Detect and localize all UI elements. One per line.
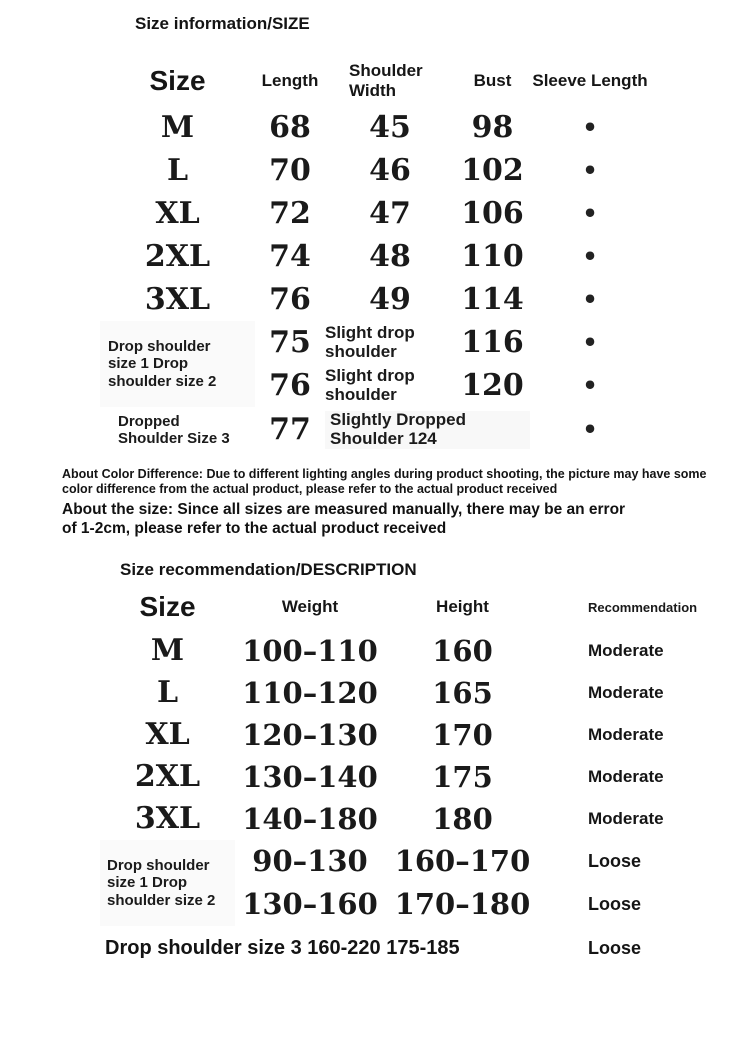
weight-cell: 140–180 xyxy=(242,801,378,836)
length-cell: 76 xyxy=(269,367,311,403)
sleeve-dot: • xyxy=(582,415,598,444)
table-row xyxy=(100,798,705,840)
size-cell: M xyxy=(150,633,185,668)
table-row xyxy=(100,926,705,970)
col-header-sleeve-length: Sleeve Length xyxy=(532,71,648,90)
size-chart-page xyxy=(0,14,750,1062)
bust-cell: 114 xyxy=(461,281,524,317)
disclaimer-notes xyxy=(62,467,750,538)
col-header-shoulder-width: Shoulder Width xyxy=(349,61,423,100)
height-cell: 160–170 xyxy=(394,844,531,878)
size-recommendation-title: Size recommendation/DESCRIPTION xyxy=(120,560,417,579)
bust-cell: 116 xyxy=(461,324,524,360)
table-row xyxy=(100,672,705,714)
recommendation-cell: Moderate xyxy=(588,641,664,660)
weight-cell: 130–140 xyxy=(242,759,378,794)
recommendation-cell: Moderate xyxy=(588,767,664,786)
weight-cell: 90–130 xyxy=(252,844,368,878)
drop-shoulder-group xyxy=(100,840,705,926)
shoulder-bust-merged-cell: Slightly Dropped Shoulder 124 xyxy=(325,411,530,448)
shoulder-cell: Slight drop shoulder xyxy=(325,322,415,361)
drop-shoulder-label: Drop shoulder size 1 Drop shoulder size 2 xyxy=(100,840,235,926)
table-row xyxy=(100,407,650,453)
drop-shoulder-3-merged-cell: Drop shoulder size 3 160-220 175-185 xyxy=(105,936,460,959)
sleeve-dot: • xyxy=(582,241,598,271)
col-header-bust: Bust xyxy=(473,71,512,90)
table-row xyxy=(235,840,705,883)
size-cell: 2XL xyxy=(134,759,201,794)
sleeve-dot: • xyxy=(582,155,598,185)
length-cell: 77 xyxy=(269,412,311,447)
size-info-header-row xyxy=(100,56,650,106)
length-cell: 76 xyxy=(269,281,311,317)
table-row xyxy=(100,192,650,235)
height-cell: 170–180 xyxy=(394,887,531,921)
col-header-height: Height xyxy=(436,597,489,616)
size-recommendation-table xyxy=(100,584,705,970)
sleeve-dot: • xyxy=(582,370,598,400)
recommendation-cell: Loose xyxy=(588,851,642,871)
shoulder-cell: 49 xyxy=(369,281,411,317)
color-note-line1: About Color Difference: Due to different lighting angles during product shooting, the picture may have some xyxy=(62,467,707,481)
sleeve-dot: • xyxy=(582,112,598,142)
table-row xyxy=(255,321,650,364)
size-cell: 2XL xyxy=(144,238,211,274)
table-row xyxy=(100,149,650,192)
bust-cell: 110 xyxy=(461,238,524,274)
drop-shoulder-label: Drop shoulder size 1 Drop shoulder size 2 xyxy=(100,321,255,407)
length-cell: 72 xyxy=(269,195,311,231)
bust-cell: 102 xyxy=(461,152,524,188)
col-header-weight: Weight xyxy=(281,597,339,616)
shoulder-cell: 48 xyxy=(369,238,411,274)
sleeve-dot: • xyxy=(582,284,598,314)
weight-cell: 120–130 xyxy=(242,717,378,752)
recommendation-cell: Loose xyxy=(588,937,642,958)
col-header-size: Size xyxy=(149,65,206,96)
table-row xyxy=(235,883,705,926)
weight-cell: 100–110 xyxy=(242,633,378,668)
length-cell: 70 xyxy=(269,152,311,188)
table-row xyxy=(100,714,705,756)
weight-cell: 110–120 xyxy=(242,675,378,710)
size-cell: L xyxy=(156,675,179,710)
size-cell: XL xyxy=(155,195,200,231)
bust-cell: 120 xyxy=(461,367,524,403)
size-note-line1: About the size: Since all sizes are measured manually, there may be an error xyxy=(62,501,626,518)
sleeve-dot: • xyxy=(582,198,598,228)
size-info-table xyxy=(100,56,650,453)
size-cell: 3XL xyxy=(144,281,211,317)
recommendation-cell: Moderate xyxy=(588,683,664,702)
size-cell: L xyxy=(166,152,189,188)
length-cell: 68 xyxy=(269,109,311,145)
table-row xyxy=(100,106,650,149)
recommendation-cell: Moderate xyxy=(588,809,664,828)
length-cell: 74 xyxy=(269,238,311,274)
recommendation-cell: Loose xyxy=(588,894,642,914)
bust-cell: 98 xyxy=(471,109,514,145)
drop-shoulder-group xyxy=(100,321,650,407)
weight-cell: 130–160 xyxy=(242,887,378,921)
col-header-size: Size xyxy=(139,591,196,622)
drop-shoulder-3-label: Dropped Shoulder Size 3 xyxy=(118,412,230,447)
table-row xyxy=(100,235,650,278)
table-row xyxy=(100,278,650,321)
size-cell: 3XL xyxy=(134,801,201,836)
size-cell: M xyxy=(160,109,195,145)
table-row xyxy=(100,756,705,798)
size-note-line2: of 1-2cm, please refer to the actual product received xyxy=(62,520,447,537)
col-header-length: Length xyxy=(261,71,319,90)
color-note-line2: color difference from the actual product, please refer to the actual product received xyxy=(62,482,558,496)
length-cell: 75 xyxy=(269,324,311,360)
table-row xyxy=(100,630,705,672)
recommendation-cell: Moderate xyxy=(588,725,664,744)
size-info-title: Size information/SIZE xyxy=(135,14,310,33)
col-header-recommendation: Recommendation xyxy=(588,599,698,615)
height-cell: 165 xyxy=(432,675,493,710)
height-cell: 175 xyxy=(432,759,493,794)
recommendation-header-row xyxy=(100,584,705,630)
table-row xyxy=(255,364,650,407)
shoulder-cell: 46 xyxy=(369,152,411,188)
bust-cell: 106 xyxy=(461,195,524,231)
height-cell: 160 xyxy=(432,633,493,668)
height-cell: 170 xyxy=(432,717,493,752)
shoulder-cell: Slight drop shoulder xyxy=(325,365,415,404)
shoulder-cell: 47 xyxy=(369,195,411,231)
height-cell: 180 xyxy=(432,801,493,836)
sleeve-dot: • xyxy=(582,327,598,357)
shoulder-cell: 45 xyxy=(369,109,411,145)
size-cell: XL xyxy=(145,717,190,752)
